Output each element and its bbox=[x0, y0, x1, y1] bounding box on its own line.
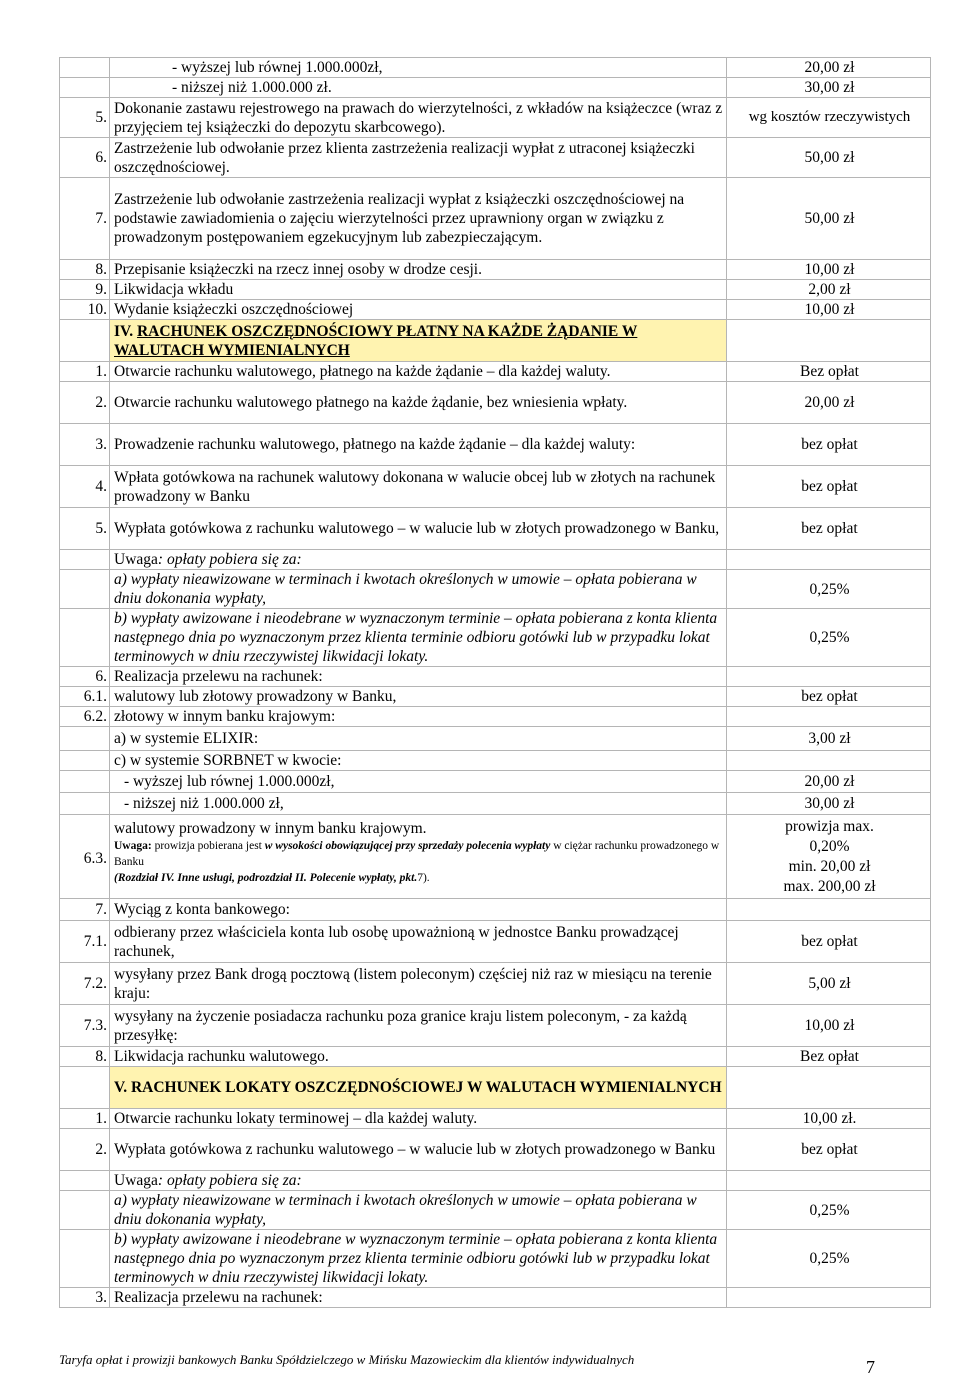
row-fee: 0,25% bbox=[727, 1230, 931, 1288]
table-row bbox=[60, 300, 931, 320]
row-description-block bbox=[110, 815, 727, 899]
fee-line: prowizja max. bbox=[785, 817, 874, 835]
row-fee bbox=[727, 899, 931, 921]
row-description: Wyciąg z konta bankowego: bbox=[110, 899, 727, 921]
row-number: 8. bbox=[60, 260, 110, 280]
note-row bbox=[60, 1230, 931, 1288]
row-fee: bez opłat bbox=[727, 921, 931, 963]
note-spacer bbox=[60, 570, 110, 609]
table-row bbox=[60, 963, 931, 1005]
note-text: a) wypłaty nieawizowane w terminach i kwotach określonych w umowie – opłata pobierana w dniu dokonania wypłaty, bbox=[110, 1191, 727, 1230]
table-row bbox=[60, 815, 931, 899]
row-number: 7.2. bbox=[60, 963, 110, 1005]
commission-note bbox=[114, 838, 724, 870]
row-number bbox=[60, 58, 110, 78]
note-text: : opłaty pobiera się za: bbox=[157, 551, 302, 568]
note-intro bbox=[110, 550, 727, 570]
row-description: c) w systemie SORBNET w kwocie: bbox=[110, 751, 727, 771]
note-text: b) wypłaty awizowane i nieodebrane w wyznaczonym terminie – opłata pobierana z konta klienta następnego dnia po wyznaczonym przez klienta terminie odbioru gotówki lub w przypadku lokat terminowych w dniu rzeczywistej likwidacji lokaty. bbox=[110, 1230, 727, 1288]
row-description: - wyższej lub równej 1.000.000zł, bbox=[110, 771, 727, 793]
row-fee: 10,00 zł bbox=[727, 300, 931, 320]
note-intro bbox=[110, 1171, 727, 1191]
row-number: 7.1. bbox=[60, 921, 110, 963]
row-fee-block bbox=[727, 815, 931, 899]
row-number: 7. bbox=[60, 178, 110, 260]
row-number: 1. bbox=[60, 1109, 110, 1129]
note-spacer bbox=[60, 1230, 110, 1288]
note-spacer bbox=[60, 1171, 110, 1191]
row-fee: 20,00 zł bbox=[727, 771, 931, 793]
row-number bbox=[60, 78, 110, 98]
row-fee: bez opłat bbox=[727, 687, 931, 707]
row-description: walutowy prowadzony w innym banku krajowym. bbox=[114, 820, 427, 837]
row-description: wysyłany przez Bank drogą pocztową (listem poleconym) częściej niż raz w miesiącu na terenie kraju: bbox=[110, 963, 727, 1005]
table-row bbox=[60, 260, 931, 280]
table-row bbox=[60, 178, 931, 260]
fee-line: min. 20,00 zł bbox=[788, 857, 871, 875]
row-description: Otwarcie rachunku walutowego płatnego na każde żądanie, bez wniesienia wpłaty. bbox=[110, 382, 727, 424]
note-row bbox=[60, 570, 931, 609]
row-number: 2. bbox=[60, 1129, 110, 1171]
row-description: Realizacja przelewu na rachunek: bbox=[110, 1288, 727, 1308]
row-fee: Bez opłat bbox=[727, 362, 931, 382]
note-spacer bbox=[60, 550, 110, 570]
row-fee: 0,25% bbox=[727, 609, 931, 667]
note-spacer bbox=[60, 609, 110, 667]
note-row bbox=[60, 1191, 931, 1230]
table-row bbox=[60, 98, 931, 138]
table-row bbox=[60, 921, 931, 963]
row-number: 10. bbox=[60, 300, 110, 320]
table-row bbox=[60, 751, 931, 771]
fee-table bbox=[59, 57, 931, 1308]
row-description: Likwidacja wkładu bbox=[110, 280, 727, 300]
note-spacer bbox=[727, 550, 931, 570]
table-row bbox=[60, 793, 931, 815]
section-heading-row bbox=[60, 320, 931, 362]
row-fee: Bez opłat bbox=[727, 1047, 931, 1067]
row-description: - niższej niż 1.000.000 zł, bbox=[110, 793, 727, 815]
row-number: 5. bbox=[60, 98, 110, 138]
row-description: Otwarcie rachunku walutowego, płatnego na każde żądanie – dla każdej waluty. bbox=[110, 362, 727, 382]
table-row bbox=[60, 899, 931, 921]
table-row bbox=[60, 508, 931, 550]
table-row bbox=[60, 280, 931, 300]
row-description: Przepisanie książeczki na rzecz innej osoby w drodze cesji. bbox=[110, 260, 727, 280]
fee-line: 0,20% bbox=[809, 837, 850, 855]
row-fee: 10,00 zł bbox=[727, 1005, 931, 1047]
row-number: 5. bbox=[60, 508, 110, 550]
row-number bbox=[60, 793, 110, 815]
row-fee bbox=[727, 751, 931, 771]
row-number: 2. bbox=[60, 382, 110, 424]
row-description: Wpłata gotówkowa na rachunek walutowy dokonana w walucie obcej lub w złotych na rachunek prowadzony w Banku bbox=[110, 466, 727, 508]
row-fee: 50,00 zł bbox=[727, 138, 931, 178]
row-number bbox=[60, 727, 110, 751]
page-number: 7 bbox=[866, 1357, 875, 1377]
note-label: Uwaga bbox=[114, 1172, 158, 1189]
row-number: 1. bbox=[60, 362, 110, 382]
row-description: Wypłata gotówkowa z rachunku walutowego – w walucie lub w złotych prowadzonego w Banku bbox=[110, 1129, 727, 1171]
row-fee bbox=[727, 667, 931, 687]
table-row bbox=[60, 771, 931, 793]
fee-line: max. 200,00 zł bbox=[783, 877, 876, 895]
row-number: 6.1. bbox=[60, 687, 110, 707]
row-description: walutowy lub złotowy prowadzony w Banku, bbox=[110, 687, 727, 707]
row-number: 8. bbox=[60, 1047, 110, 1067]
row-description: Dokonanie zastawu rejestrowego na prawach do wierzytelności, z wkładów na książeczce (wraz z przyjęciem tej książeczki do depozytu skarbcowego). bbox=[110, 98, 727, 138]
row-fee: 10,00 zł. bbox=[727, 1109, 931, 1129]
note-label: Uwaga bbox=[114, 551, 158, 568]
note-label: Uwaga: bbox=[114, 840, 155, 852]
row-fee: 50,00 zł bbox=[727, 178, 931, 260]
row-fee: 20,00 zł bbox=[727, 58, 931, 78]
row-fee: 0,25% bbox=[727, 570, 931, 609]
row-fee bbox=[727, 707, 931, 727]
row-fee: 20,00 zł bbox=[727, 382, 931, 424]
table-row bbox=[60, 1109, 931, 1129]
note-row bbox=[60, 1171, 931, 1191]
row-description: Likwidacja rachunku walutowego. bbox=[110, 1047, 727, 1067]
row-description: Realizacja przelewu na rachunek: bbox=[110, 667, 727, 687]
table-row bbox=[60, 1288, 931, 1308]
section-heading-prefix: IV. bbox=[114, 322, 137, 340]
row-fee: wg kosztów rzeczywistych bbox=[727, 98, 931, 138]
row-number: 4. bbox=[60, 466, 110, 508]
note-text: : opłaty pobiera się za: bbox=[157, 1172, 302, 1189]
table-row bbox=[60, 424, 931, 466]
table-row bbox=[60, 78, 931, 98]
section-heading-iv bbox=[110, 320, 727, 362]
row-number: 6.2. bbox=[60, 707, 110, 727]
row-number: 6. bbox=[60, 667, 110, 687]
table-row bbox=[60, 58, 931, 78]
table-row bbox=[60, 138, 931, 178]
note-row bbox=[60, 550, 931, 570]
section-heading-v bbox=[110, 1067, 727, 1109]
row-fee: bez opłat bbox=[727, 1129, 931, 1171]
row-fee: 30,00 zł bbox=[727, 793, 931, 815]
row-number: 7. bbox=[60, 899, 110, 921]
table-row bbox=[60, 687, 931, 707]
row-description: Otwarcie rachunku lokaty terminowej – dla każdej waluty. bbox=[110, 1109, 727, 1129]
row-fee: 30,00 zł bbox=[727, 78, 931, 98]
row-description: złotowy w innym banku krajowym: bbox=[110, 707, 727, 727]
section-heading-text: RACHUNEK OSZCZĘDNOŚCIOWY PŁATNY NA KAŻDE ŻĄDANIE W WALUTACH WYMIENIALNYCH bbox=[114, 322, 638, 359]
row-description: Zastrzeżenie lub odwołanie zastrzeżenia realizacji wypłat z książeczki oszczędnościowej na podstawie zawiadomienia o zajęciu wierzytelności przez uprawniony organ w związku z prowadzonym postępowaniem egzekucyjnym lub zabezpieczającym. bbox=[110, 178, 727, 260]
chapter-reference bbox=[114, 870, 724, 886]
table-row bbox=[60, 1047, 931, 1067]
table-row bbox=[60, 727, 931, 751]
note-text: a) wypłaty nieawizowane w terminach i kwotach określonych w umowie – opłata pobierana w dniu dokonania wypłaty, bbox=[110, 570, 727, 609]
row-fee: bez opłat bbox=[727, 466, 931, 508]
row-number: 7.3. bbox=[60, 1005, 110, 1047]
table-row bbox=[60, 1005, 931, 1047]
row-number bbox=[60, 751, 110, 771]
row-fee: bez opłat bbox=[727, 508, 931, 550]
row-number bbox=[60, 771, 110, 793]
row-fee: 5,00 zł bbox=[727, 963, 931, 1005]
heading-spacer bbox=[60, 1067, 110, 1109]
heading-spacer bbox=[727, 1067, 931, 1109]
table-row bbox=[60, 667, 931, 687]
note-spacer bbox=[60, 1191, 110, 1230]
row-description: wysyłany na życzenie posiadacza rachunku poza granice kraju listem poleconym, - za każdą przesyłkę: bbox=[110, 1005, 727, 1047]
table-row bbox=[60, 362, 931, 382]
row-fee: 3,00 zł bbox=[727, 727, 931, 751]
row-number: 3. bbox=[60, 1288, 110, 1308]
section-heading-text: RACHUNEK LOKATY OSZCZĘDNOŚCIOWEJ W WALUTACH WYMIENIALNYCH bbox=[130, 1079, 722, 1096]
row-fee bbox=[727, 1288, 931, 1308]
table-row bbox=[60, 466, 931, 508]
reference-point: 7). bbox=[417, 872, 430, 884]
table-row bbox=[60, 382, 931, 424]
page-footer: Taryfa opłat i prowizji bankowych Banku Spółdzielczego w Mińsku Mazowieckim dla klientów indywidualnych bbox=[59, 1352, 635, 1367]
row-description: Zastrzeżenie lub odwołanie przez klienta zastrzeżenia realizacji wypłat z utraconej książeczki oszczędnościowej. bbox=[110, 138, 727, 178]
note-emphasis: w wysokości obowiązującej przy sprzedaży polecenia wypłaty bbox=[264, 840, 551, 852]
row-number: 3. bbox=[60, 424, 110, 466]
heading-spacer bbox=[727, 320, 931, 362]
row-number: 6. bbox=[60, 138, 110, 178]
row-fee: bez opłat bbox=[727, 424, 931, 466]
row-description: Prowadzenie rachunku walutowego, płatnego na każde żądanie – dla każdej waluty: bbox=[110, 424, 727, 466]
row-description: - niższej niż 1.000.000 zł. bbox=[110, 78, 727, 98]
row-fee: 10,00 zł bbox=[727, 260, 931, 280]
row-fee: 0,25% bbox=[727, 1191, 931, 1230]
row-number: 9. bbox=[60, 280, 110, 300]
note-row bbox=[60, 609, 931, 667]
note-spacer bbox=[727, 1171, 931, 1191]
note-text: w ciężar rachunku prowadzonego w Banku bbox=[114, 840, 720, 868]
reference-text: (Rozdział IV. Inne usługi, podrozdział II. Polecenie wypłaty, pkt. bbox=[114, 872, 418, 884]
row-description: Wypłata gotówkowa z rachunku walutowego – w walucie lub w złotych prowadzonego w Banku, bbox=[110, 508, 727, 550]
table-row bbox=[60, 707, 931, 727]
row-description: - wyższej lub równej 1.000.000zł, bbox=[110, 58, 727, 78]
row-description: a) w systemie ELIXIR: bbox=[110, 727, 727, 751]
row-description: Wydanie książeczki oszczędnościowej bbox=[110, 300, 727, 320]
section-heading-row bbox=[60, 1067, 931, 1109]
note-text: prowizja pobierana jest bbox=[154, 840, 265, 852]
row-number: 6.3. bbox=[60, 815, 110, 899]
section-heading-prefix: V. bbox=[114, 1079, 131, 1096]
row-fee: 2,00 zł bbox=[727, 280, 931, 300]
row-description: odbierany przez właściciela konta lub osobę upoważnioną w jednostce Banku prowadzącej rachunek, bbox=[110, 921, 727, 963]
note-text: b) wypłaty awizowane i nieodebrane w wyznaczonym terminie – opłata pobierana z konta klienta następnego dnia po wyznaczonym przez klienta terminie odbioru gotówki lub w przypadku lokat terminowych w dniu rzeczywistej likwidacji lokaty. bbox=[110, 609, 727, 667]
heading-spacer bbox=[60, 320, 110, 362]
table-row bbox=[60, 1129, 931, 1171]
